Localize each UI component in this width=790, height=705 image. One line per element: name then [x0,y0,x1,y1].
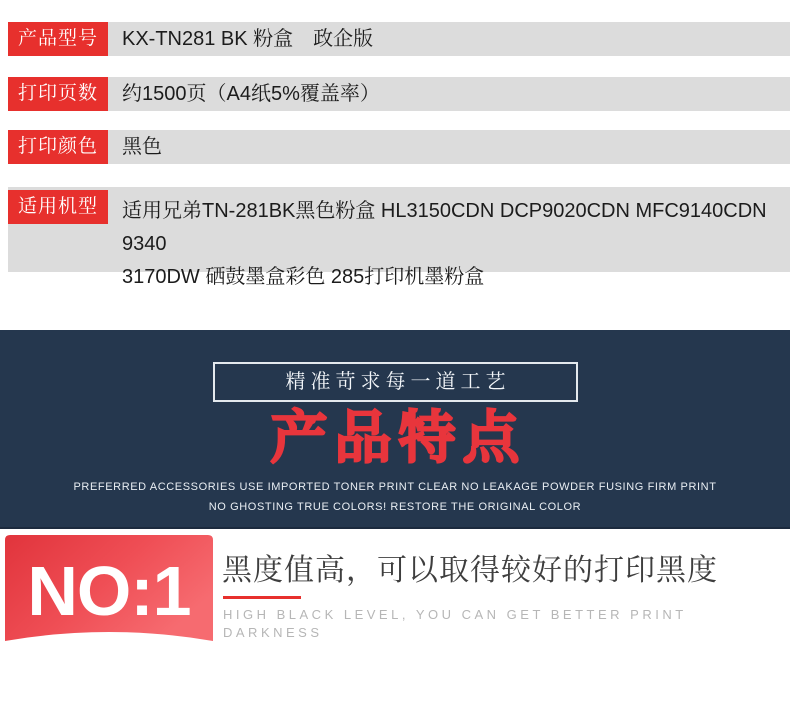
spec-label-compatible-models: 适用机型 [8,190,108,224]
spec-row-model [0,22,790,56]
feature-subtext-line-1: HIGH BLACK LEVEL, YOU CAN GET BETTER PRINT [223,607,687,622]
feature-subtext-line-2: DARKNESS [223,625,323,640]
compatible-models-line-1: 适用兄弟TN-281BK黑色粉盒 HL3150CDN DCP9020CDN MFC9140CDN 9340 [122,200,767,255]
spec-value-compatible-models [122,195,780,294]
spec-row-pages [0,77,790,111]
no1-badge [5,535,213,650]
spec-label-model: 产品型号 [8,22,108,56]
banner-title: 产品特点 [270,406,527,470]
spec-value-color: 黑色 [122,136,162,158]
banner-tagline-box: 精准苛求每一道工艺 [213,362,578,402]
feature-headline: 黑度值高，可以取得较好的打印黑度 [222,554,718,587]
no1-badge-label: NO:1 [27,552,191,630]
spec-row-compatible-models [0,187,790,288]
feature-underline [223,596,301,599]
spec-row-color [0,130,790,164]
spec-label-color: 打印颜色 [8,130,108,164]
spec-value-pages: 约1500页（A4纸5%覆盖率） [122,83,380,105]
compatible-models-line-2: 3170DW 硒鼓墨盒彩色 285打印机墨粉盒 [122,266,485,288]
banner-subtitle-line-2: NO GHOSTING TRUE COLORS! RESTORE THE ORIGINAL COLOR [208,501,582,513]
spec-label-pages: 打印页数 [8,77,108,111]
spec-value-model: KX-TN281 BK 粉盒 政企版 [122,28,374,50]
banner-subtitle-line-1: PREFERRED ACCESSORIES USE IMPORTED TONER PRINT CLEAR NO LEAKAGE POWDER FUSING FIRM PRINT [73,481,717,493]
features-banner [0,330,790,529]
